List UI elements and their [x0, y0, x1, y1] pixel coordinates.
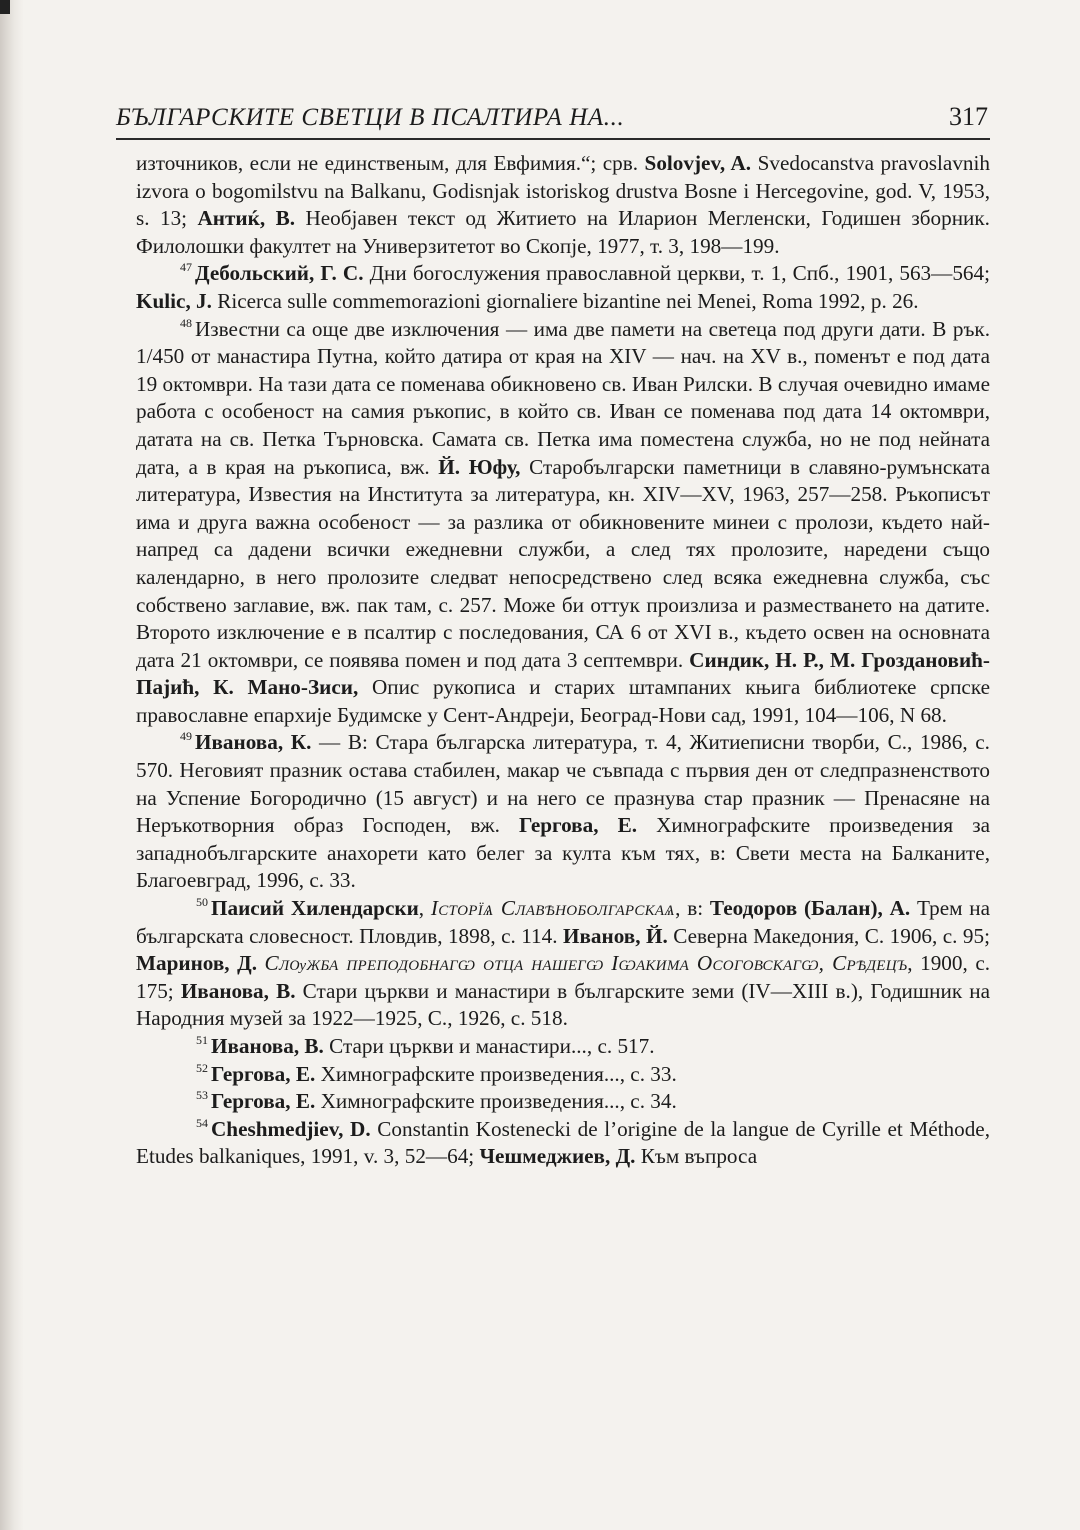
author-name: Гергова, Е. [211, 1089, 316, 1114]
author-name: Чешмеджиев, Д. [479, 1144, 636, 1169]
footnote-number: 51 [196, 1033, 208, 1047]
corner-mark [0, 0, 10, 14]
old-slavonic-title: Історїѧ Славѣноболгарскаѧ [430, 896, 676, 921]
author-name: Паисий Хилендарски [211, 896, 419, 921]
footnote-number: 54 [196, 1115, 208, 1130]
footnote-53: $^{53}$ Гергова, Е. Химнографските произведения..., с. 34. [196, 1088, 677, 1114]
footnote-number: 53 [196, 1088, 208, 1103]
page-gutter-shadow [0, 0, 24, 1530]
running-header [116, 98, 990, 140]
running-title: БЪЛГАРСКИТЕ СВЕТЦИ В ПСАЛТИРА НА... [116, 104, 625, 131]
footnote-50: $^{50}$ Паисий Хилендарски, Історїѧ Славѣноболгарскаѧ, в: Теодоров (Балан), А. Трем на българската словесност. Пловдив, 1898, с. 114. Иванов, Й. Северна Македония, С. 1906, с. 95; Маринов, Д. Слѹжба преподобнагѡ отца нашегѡ Іѡакима Осоговскагѡ, Срѣдецъ, 1900, с. 175; Иванова, В. Стари църкви и манастири в българските земи (IV—XIII в.), Годишник на Народния музей за 1922—1925, С., 1926, с. 518. [136, 895, 991, 1031]
footnote-continuation: източников, если не единственым, для Евфимия.“; срв. Solovjev, A. Svedocanstva pravoslavnih izvora o bogomilstvu na Balkanu, Godisnjak istoriskog drustva Bosne i Hercegovine, god. V, 1953, s. 13; Антиќ, В. Необјавен текст од Житието на Иларион Мегленски, Годишен зборник. Филолошки факултет на Универзитетот во Скопје, 1977, т. 3, 198—199. [136, 151, 990, 258]
footnote-number: 52 [196, 1060, 208, 1075]
author-name: Иванова, В. [211, 1034, 324, 1058]
page-number: 317 [949, 102, 988, 131]
footnote-number: 48 [180, 315, 192, 330]
author-name: Гергова, Е. [211, 1061, 316, 1086]
author-name: Cheshmedjiev, D. [211, 1116, 371, 1141]
footnote-54: $^{54}$ Cheshmedjiev, D. Constantin Kostenecki de l’origine de la langue de Cyrille et Méthode, Etudes balkaniques, 1991, v. 3, 52—64; Чешмеджиев, Д. Към въпроса [136, 1115, 990, 1169]
footnote-number: 47 [180, 260, 192, 275]
author-name: Антиќ, В. [197, 206, 295, 231]
author-name: Иванова, В. [180, 978, 296, 1003]
author-name: Й. Юфу, [438, 454, 521, 479]
author-name: Дебольский, Г. С. [195, 261, 364, 286]
footnotes-block [136, 150, 990, 1171]
author-name: Kulic, J. [136, 288, 212, 313]
author-name: Иванов, Й. [562, 923, 668, 948]
author-name: Теодоров (Балан), А. [709, 896, 911, 921]
footnote-number: 49 [180, 729, 192, 744]
author-name: Solovjev, A. [644, 151, 752, 175]
author-name: Иванова, К. [195, 730, 312, 755]
footnote-48: $^{48}$ Известни са още две изключения — има две памети на светеца под други дати. В рък. 1/450 от манастира Путна, който датира от края на XIV — нач. на XV в., поменът е под дата 19 октомври. На тази дата се поменава обикновено св. Иван Рилски. В случая очевидно имаме работа с особеност на самия ръкопис, в който св. Иван се поменава под дата 14 октомври, датата на св. Петка Търновска. Самата св. Петка има поместена служба, но не под нейната дата, а в края на ръкописа, вж. Й. Юфу, Старобългарски паметници в славяно-румънската литература, Известия на Института за литература, кн. XIV—XV, 1963, 257—258. Ръкописът има и друга важна особеност — за разлика от обикновените минеи с пролози, където най-напред са дадени всички ежедневни служби, а след тях пролозите, наредени също календарно, в него пролозите следват непосредствено след всяка ежедневна служба, със собствено заглавие, вж. пак там, с. 257. Може би оттук произлиза и разместването на датите. Второто изключение е в псалтир с последования, СА 6 от XVI в., където освен на основната дата 21 октомври, се появява помен и под дата 3 септември. Синдик, Н. Р., М. Гроздановић-Пајић, К. Мано-Зиси, Опис рукописа и старих штампаних књига библиотеке српске православне епархије Будимске у Сент-Андреји, Београд-Нови сад, 1991, 104—106, N 68. [136, 315, 990, 727]
author-name: Синдик, Н. Р., М. Гроздановић-Пајић, К. Мано-Зиси, [136, 647, 990, 700]
old-slavonic-title: Слѹжба преподобнагѡ отца нашегѡ Іѡакима Осоговскагѡ, Срѣдецъ [264, 951, 908, 976]
author-name: Гергова, Е. [518, 813, 638, 838]
footnote-52: $^{52}$ Гергова, Е. Химнографските произведения..., с. 33. [196, 1060, 677, 1086]
author-name: Маринов, Д. [136, 951, 257, 976]
footnote-number: 50 [196, 895, 208, 910]
footnote-51: $^{51}$ Иванова, В. Стари църкви и манастири..., с. 517. [196, 1033, 655, 1058]
footnote-47: $^{47}$ Дебольский, Г. С. Дни богослужения православной церкви, т. 1, Спб., 1901, 563—564; Kulic, J. Ricerca sulle commemorazioni giornaliere bizantine nei Menei, Roma 1992, p. 26. [136, 260, 990, 313]
footnote-49: $^{49}$ Иванова, К. — В: Стара българска литература, т. 4, Житиеписни творби, С., 1986, с. 570. Неговият празник остава стабилен, макар че съвпада с първия ден от следпразненството на Успение Богородично (15 август) и на него се празнува стар празник — Пренасяне на Неръкотворния образ Господен, вж. Гергова, Е. Химнографските произведения за западнобългарските анахорети като белег за култа към тях, в: Свети места на Балканите, Благоевград, 1996, с. 33. [136, 729, 990, 893]
